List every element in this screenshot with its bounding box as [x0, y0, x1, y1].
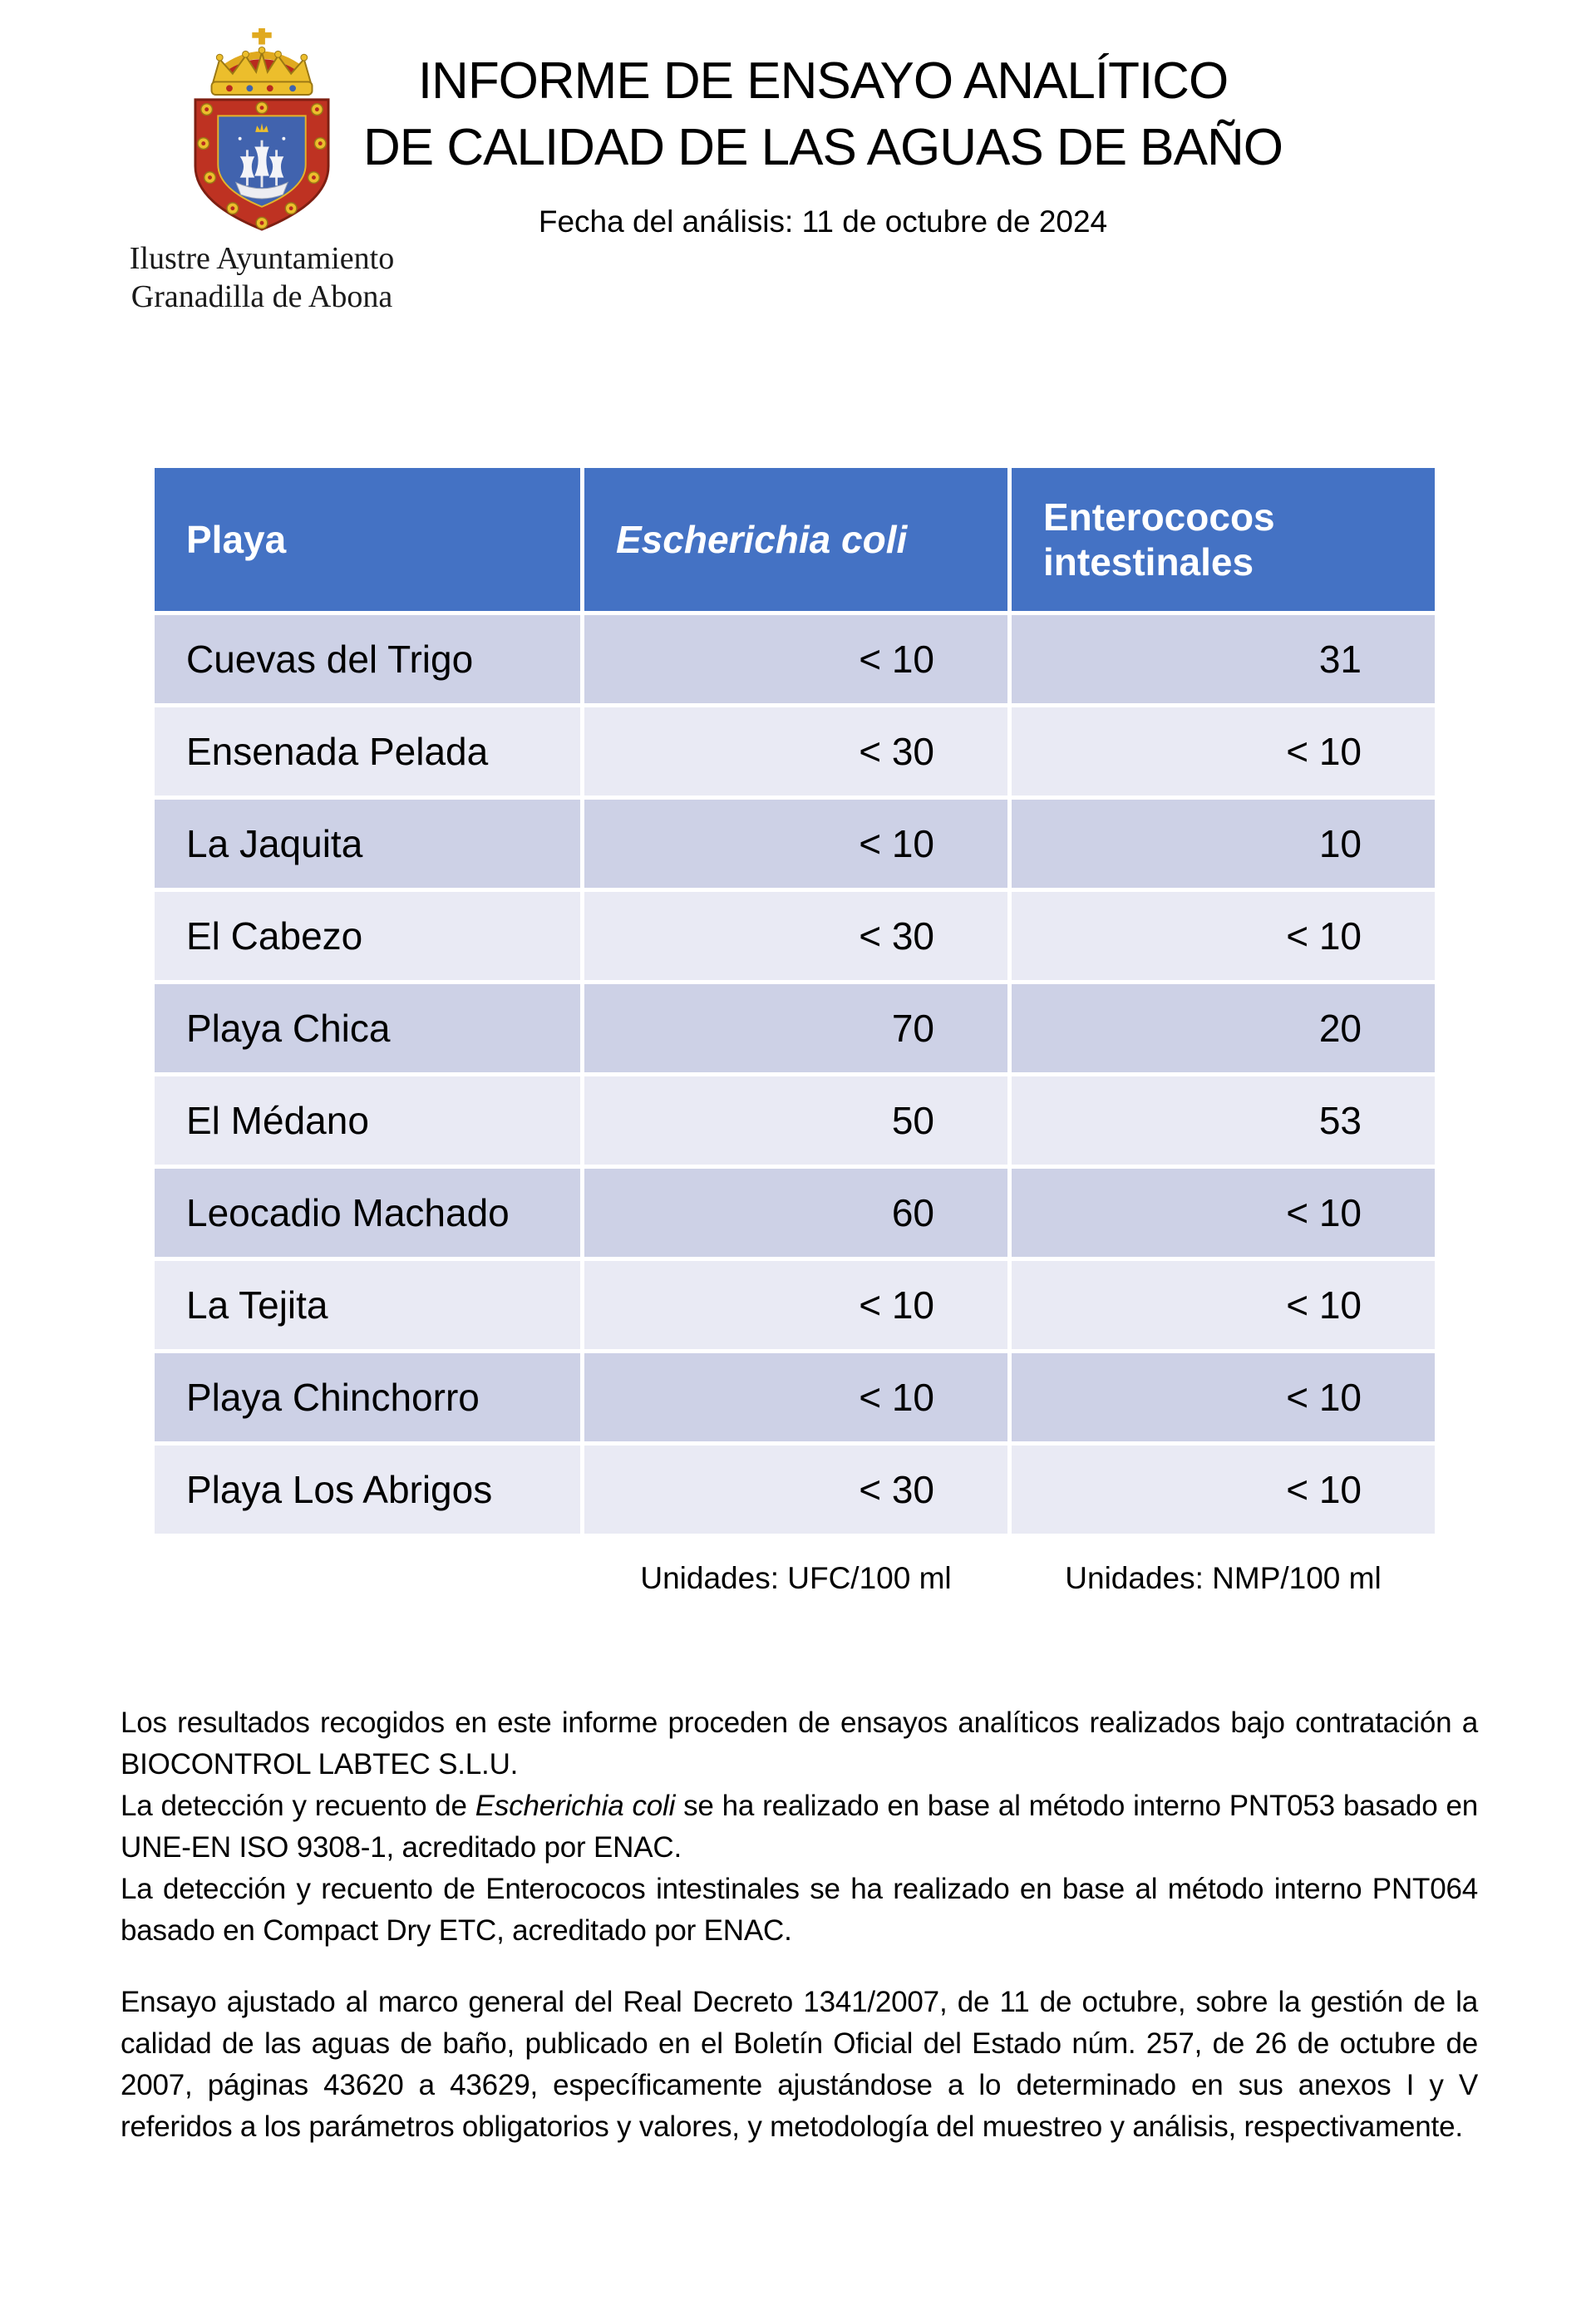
cell-ecoli: 70: [584, 984, 1007, 1072]
note-ecoli-prefix: La detección y recuento de: [121, 1790, 475, 1822]
cell-playa: Playa Los Abrigos: [155, 1446, 580, 1534]
cell-ecoli: < 10: [584, 1261, 1007, 1349]
cell-entero: 53: [1012, 1076, 1435, 1165]
page-title-line1: INFORME DE ENSAYO ANALÍTICO: [417, 52, 1229, 110]
cell-playa: El Médano: [155, 1076, 580, 1165]
cell-ecoli: 50: [584, 1076, 1007, 1165]
cell-playa: El Cabezo: [155, 892, 580, 980]
cell-ecoli: 60: [584, 1169, 1007, 1257]
note-contractor: Los resultados recogidos en este informe proceden de ensayos analíticos realizados bajo contratación a BIOCONTROL LABTEC S.L.U.: [121, 1707, 1478, 1780]
cell-entero: 20: [1012, 984, 1435, 1072]
analysis-date: Fecha del análisis: 11 de octubre de 2024: [538, 204, 1108, 239]
org-name-line2: Granadilla de Abona: [131, 279, 393, 314]
units-row: [155, 1561, 1435, 1596]
note-ecoli-suffix: se ha realizado en base al método interno PNT053 basado en UNE-EN ISO 9308-1, acreditado por ENAC.: [121, 1790, 1478, 1864]
units-ecoli: Unidades: UFC/100 ml: [640, 1561, 952, 1595]
cell-entero: < 10: [1012, 707, 1435, 795]
note-ecoli-method: [121, 1785, 1478, 1869]
page-title-line2: DE CALIDAD DE LAS AGUAS DE BAÑO: [362, 119, 1283, 176]
cell-entero: 31: [1012, 615, 1435, 703]
cell-entero: < 10: [1012, 1353, 1435, 1441]
page-title: [283, 48, 1363, 181]
cell-entero: 10: [1012, 800, 1435, 888]
cell-playa: Playa Chinchorro: [155, 1353, 580, 1441]
column-header-ecoli: Escherichia coli: [584, 468, 1007, 611]
report-header: [283, 48, 1363, 239]
cell-ecoli: < 10: [584, 800, 1007, 888]
organization-name: [37, 239, 486, 316]
cell-playa: Leocadio Machado: [155, 1169, 580, 1257]
cell-playa: Playa Chica: [155, 984, 580, 1072]
column-header-playa: Playa: [155, 468, 580, 611]
cell-playa: Ensenada Pelada: [155, 707, 580, 795]
column-header-enterococos: Enterococos intestinales: [1012, 468, 1435, 611]
results-table: [155, 468, 1435, 1534]
cell-ecoli: < 10: [584, 1353, 1007, 1441]
units-entero: Unidades: NMP/100 ml: [1065, 1561, 1382, 1595]
cell-playa: La Jaquita: [155, 800, 580, 888]
note-enterococos-method: La detección y recuento de Enterococos intestinales se ha realizado en base al método interno PNT064 basado en Compact Dry ETC, acreditado por ENAC.: [121, 1873, 1478, 1947]
report-notes: [121, 1702, 1478, 2148]
cell-entero: < 10: [1012, 1261, 1435, 1349]
cell-ecoli: < 30: [584, 892, 1007, 980]
cell-entero: < 10: [1012, 1169, 1435, 1257]
note-ecoli-species: Escherichia coli: [475, 1790, 676, 1822]
units-spacer: [155, 1561, 580, 1596]
cell-ecoli: < 30: [584, 1446, 1007, 1534]
org-name-line1: Ilustre Ayuntamiento: [129, 241, 395, 276]
cell-playa: La Tejita: [155, 1261, 580, 1349]
cell-entero: < 10: [1012, 1446, 1435, 1534]
cell-playa: Cuevas del Trigo: [155, 615, 580, 703]
cell-entero: < 10: [1012, 892, 1435, 980]
note-legal-framework: Ensayo ajustado al marco general del Real Decreto 1341/2007, de 11 de octubre, sobre la gestión de la calidad de las aguas de baño, publicado en el Boletín Oficial del Estado núm. 257, de 26 de octubre de 2007, páginas 43620 a 43629, específicamente ajustándose a lo determinado en sus anexos I y V referidos a los parámetros obligatorios y valores, y metodología del muestreo y análisis, respectivamente.: [121, 1986, 1478, 2143]
cell-ecoli: < 10: [584, 615, 1007, 703]
cell-ecoli: < 30: [584, 707, 1007, 795]
